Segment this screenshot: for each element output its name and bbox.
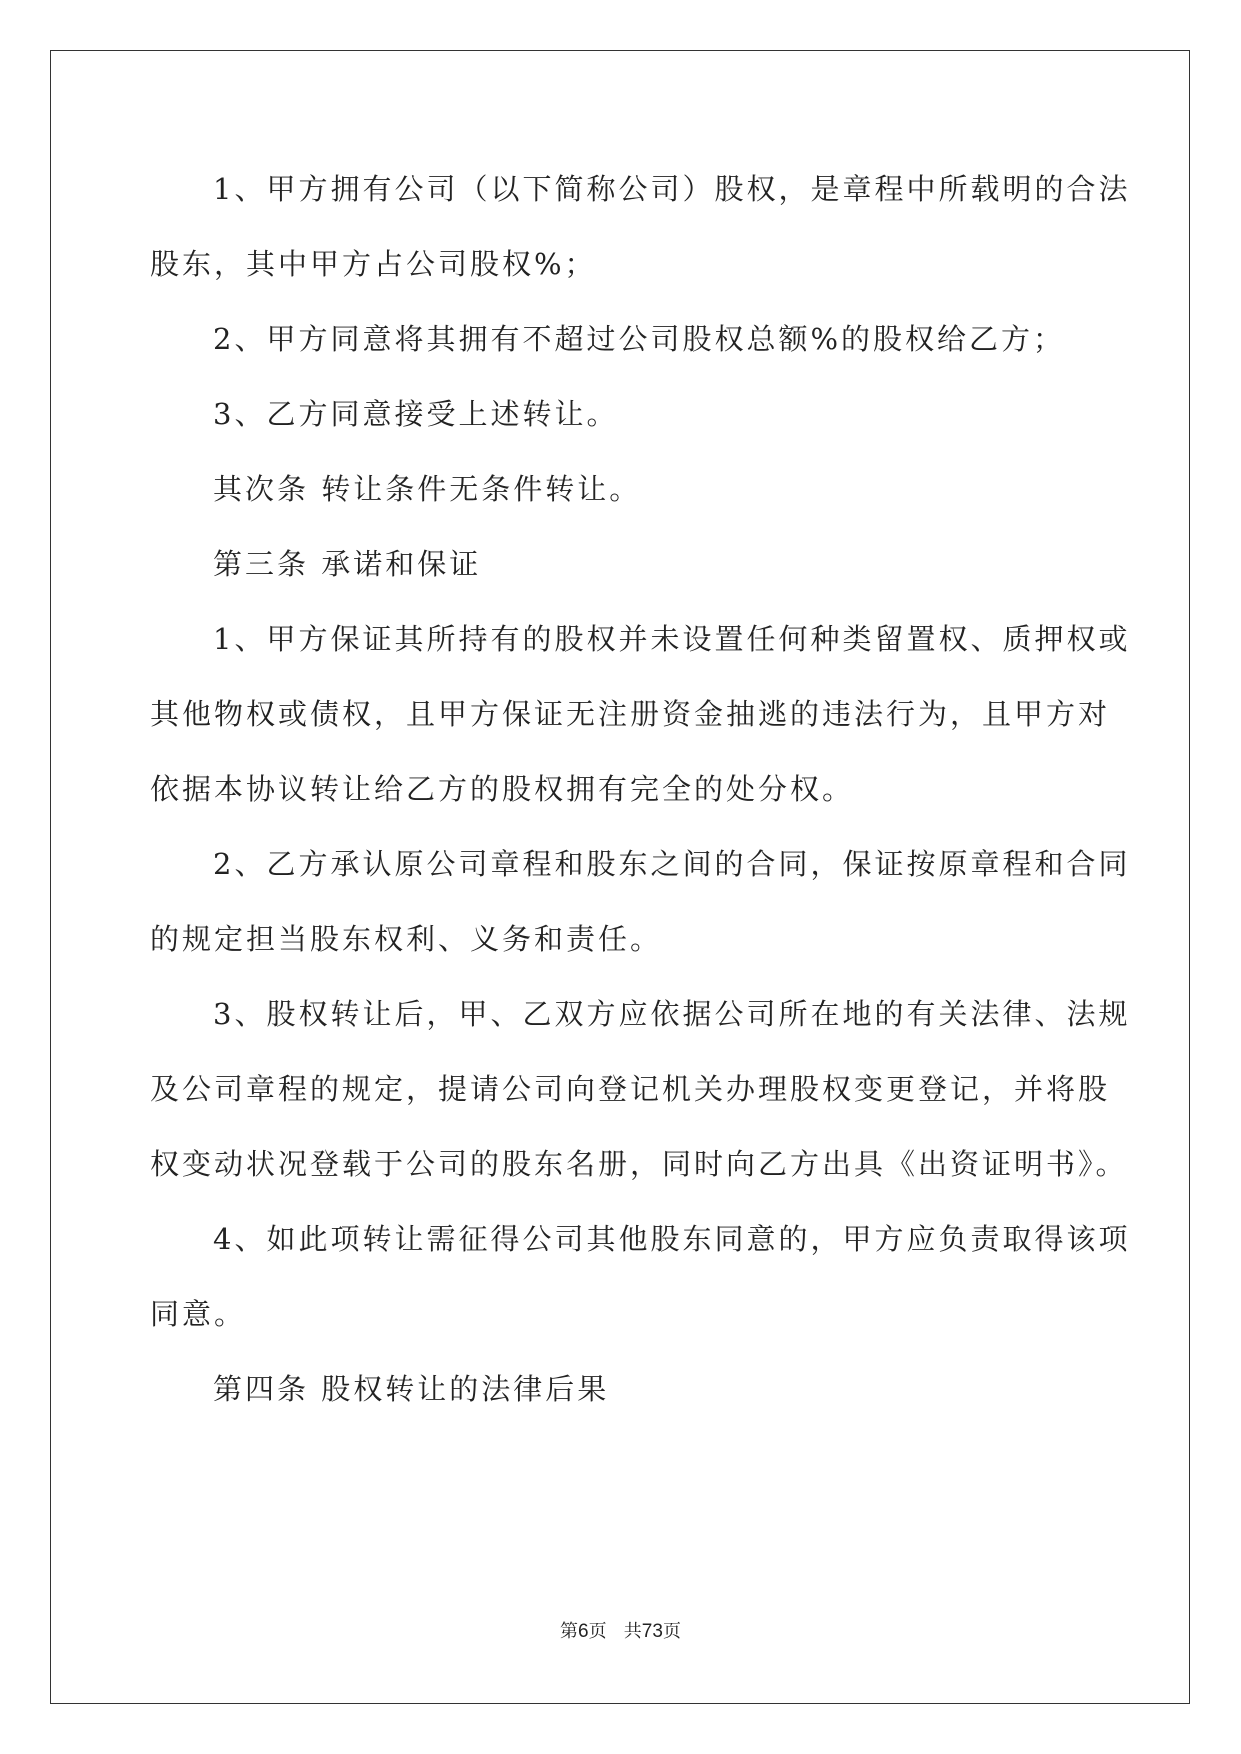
page-suffix: 页: [588, 1621, 607, 1642]
paragraph-line: 3、股权转让后，甲、乙双方应依据公司所在地的有关法律、法规: [213, 997, 1131, 1031]
paragraph-line: 1、甲方拥有公司（以下简称公司）股权，是章程中所载明的合法: [213, 172, 1131, 206]
page-prefix: 第: [560, 1621, 579, 1642]
paragraph-line: 股东，其中甲方占公司股权%；: [150, 247, 597, 281]
paragraph-line: 权变动状况登载于公司的股东名册，同时向乙方出具《出资证明书》。: [150, 1147, 1128, 1181]
paragraph-line: 及公司章程的规定，提请公司向登记机关办理股权变更登记，并将股: [150, 1072, 1111, 1106]
paragraph-line: 2、乙方承认原公司章程和股东之间的合同，保证按原章程和合同: [213, 847, 1131, 881]
section-heading: 其次条 转让条件无条件转让。: [213, 472, 642, 506]
page-number: 6: [578, 1621, 589, 1642]
paragraph-line: 的规定担当股东权利、义务和责任。: [150, 922, 663, 956]
paragraph-line: 3、乙方同意接受上述转让。: [213, 397, 619, 431]
total-suffix: 页: [662, 1621, 681, 1642]
section-heading: 第三条 承诺和保证: [213, 547, 482, 581]
paragraph-line: 1、甲方保证其所持有的股权并未设置任何种类留置权、质押权或: [213, 622, 1131, 656]
paragraph-line: 同意。: [150, 1297, 247, 1331]
paragraph-line: 4、如此项转让需征得公司其他股东同意的，甲方应负责取得该项: [213, 1222, 1131, 1256]
total-prefix: 共: [623, 1621, 642, 1642]
section-heading: 第四条 股权转让的法律后果: [213, 1372, 610, 1406]
page-footer: [0, 1617, 1241, 1643]
paragraph-line: 其他物权或债权，且甲方保证无注册资金抽逃的违法行为，且甲方对: [150, 697, 1111, 731]
total-pages: 73: [641, 1621, 663, 1642]
paragraph-line: 依据本协议转让给乙方的股权拥有完全的处分权。: [150, 772, 855, 806]
paragraph-line: 2、甲方同意将其拥有不超过公司股权总额%的股权给乙方；: [213, 322, 1066, 356]
